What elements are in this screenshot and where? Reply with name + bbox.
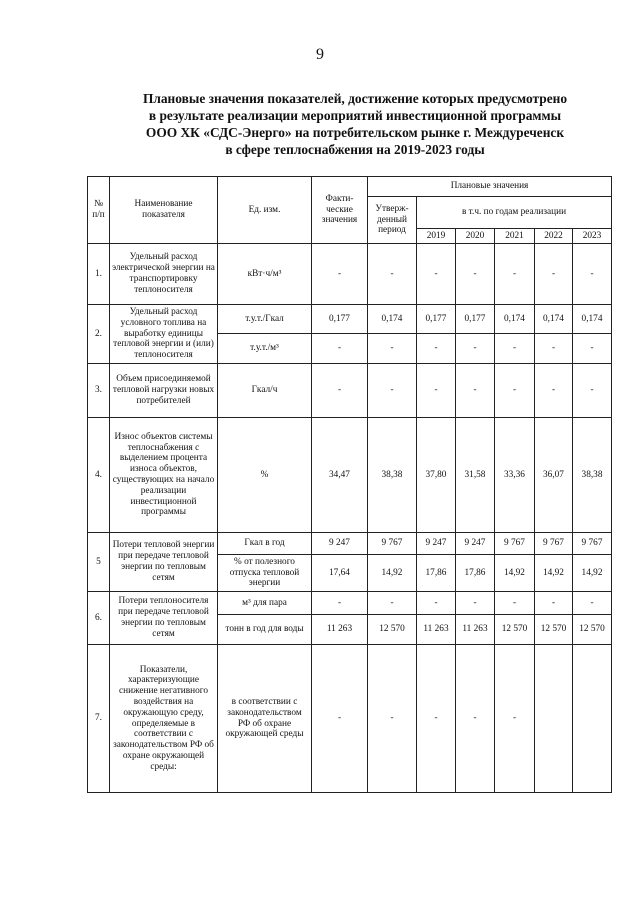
cell-actual: 9 247 <box>312 533 368 555</box>
cell-year: 36,07 <box>535 418 573 533</box>
cell-year: - <box>535 244 573 305</box>
cell-year: 12 570 <box>535 615 573 645</box>
table-row <box>88 418 612 533</box>
cell-year: 0,174 <box>573 305 612 334</box>
header-approved: Утверж-денный период <box>368 197 417 244</box>
cell-year: 9 247 <box>456 533 495 555</box>
header-year: 2021 <box>495 229 535 244</box>
cell-year: - <box>417 364 456 418</box>
cell-year: - <box>417 244 456 305</box>
header-by-years: в т.ч. по годам реализации <box>417 197 612 229</box>
cell-num: 5 <box>88 533 110 592</box>
table-row <box>88 244 612 305</box>
cell-unit: в соответствии с законодательством РФ об охране окружающей среды <box>218 645 312 793</box>
cell-year: 9 247 <box>417 533 456 555</box>
cell-year: - <box>495 645 535 793</box>
header-actual: Факти-ческие значения <box>312 177 368 244</box>
cell-approved: 9 767 <box>368 533 417 555</box>
cell-name: Объем присоединяемой тепловой нагрузки новых потребителей <box>110 364 218 418</box>
cell-unit: % от полезного отпуска тепловой энергии <box>218 555 312 592</box>
cell-unit: Гкал в год <box>218 533 312 555</box>
cell-unit: тонн в год для воды <box>218 615 312 645</box>
cell-year: 37,80 <box>417 418 456 533</box>
cell-unit: кВт·ч/м³ <box>218 244 312 305</box>
cell-year: 33,36 <box>495 418 535 533</box>
cell-name: Потери теплоносителя при передаче тепловой энергии по тепловым сетям <box>110 592 218 645</box>
cell-actual: - <box>312 592 368 615</box>
cell-unit: т.у.т./м³ <box>218 334 312 364</box>
header-year: 2022 <box>535 229 573 244</box>
cell-year: 0,174 <box>535 305 573 334</box>
cell-year: - <box>456 334 495 364</box>
table-row <box>88 533 612 555</box>
cell-actual: - <box>312 645 368 793</box>
cell-year: - <box>495 244 535 305</box>
cell-year: 0,177 <box>456 305 495 334</box>
header-num: № п/п <box>88 177 110 244</box>
cell-actual: 17,64 <box>312 555 368 592</box>
header-unit: Ед. изм. <box>218 177 312 244</box>
cell-year: 12 570 <box>495 615 535 645</box>
cell-year <box>535 645 573 793</box>
cell-actual: 11 263 <box>312 615 368 645</box>
cell-year: - <box>573 244 612 305</box>
cell-unit: м³ для пара <box>218 592 312 615</box>
cell-year: - <box>573 334 612 364</box>
cell-approved: 14,92 <box>368 555 417 592</box>
cell-unit: т.у.т./Гкал <box>218 305 312 334</box>
table-row <box>88 305 612 334</box>
table-row <box>88 645 612 793</box>
cell-year: - <box>456 592 495 615</box>
cell-actual: 0,177 <box>312 305 368 334</box>
cell-num: 2. <box>88 305 110 364</box>
cell-name: Показатели, характеризующие снижение негативного воздействия на окружающую среду, определяемые в соответствии с законодательством РФ об охране окружающей среды: <box>110 645 218 793</box>
header-year: 2020 <box>456 229 495 244</box>
table-row <box>88 592 612 615</box>
cell-num: 6. <box>88 592 110 645</box>
cell-name: Удельный расход электрической энергии на транспортировку теплоносителя <box>110 244 218 305</box>
cell-name: Удельный расход условного топлива на выработку единицы тепловой энергии и (или) теплоносителя <box>110 305 218 364</box>
cell-year: - <box>535 592 573 615</box>
cell-unit: Гкал/ч <box>218 364 312 418</box>
cell-actual: - <box>312 364 368 418</box>
header-year: 2023 <box>573 229 612 244</box>
cell-year: 11 263 <box>417 615 456 645</box>
header-planned: Плановые значения <box>368 177 612 197</box>
table-row <box>88 364 612 418</box>
cell-approved: - <box>368 334 417 364</box>
page-number: 9 <box>316 46 324 63</box>
title-line: Плановые значения показателей, достижение которых предусмотрено <box>142 91 568 106</box>
cell-year: - <box>495 592 535 615</box>
cell-approved: - <box>368 645 417 793</box>
cell-year: - <box>573 592 612 615</box>
cell-actual: - <box>312 244 368 305</box>
header-name: Наименование показателя <box>110 177 218 244</box>
cell-approved: - <box>368 592 417 615</box>
cell-year: 9 767 <box>535 533 573 555</box>
cell-year: - <box>535 334 573 364</box>
cell-year <box>573 645 612 793</box>
cell-num: 3. <box>88 364 110 418</box>
cell-unit: % <box>218 418 312 533</box>
cell-year: - <box>417 592 456 615</box>
cell-year: 9 767 <box>495 533 535 555</box>
header-year: 2019 <box>417 229 456 244</box>
cell-approved: - <box>368 244 417 305</box>
title-line: в сфере теплоснабжения на 2019-2023 годы <box>225 142 485 157</box>
cell-year: 14,92 <box>573 555 612 592</box>
cell-year: - <box>495 364 535 418</box>
indicators-table <box>87 176 612 793</box>
cell-year: 31,58 <box>456 418 495 533</box>
cell-year: 0,177 <box>417 305 456 334</box>
cell-year: 11 263 <box>456 615 495 645</box>
cell-name: Потери тепловой энергии при передаче тепловой энергии по тепловым сетям <box>110 533 218 592</box>
cell-approved: 38,38 <box>368 418 417 533</box>
cell-year: 9 767 <box>573 533 612 555</box>
cell-year: - <box>495 334 535 364</box>
cell-year: 12 570 <box>573 615 612 645</box>
document-title <box>95 90 615 158</box>
cell-year: 17,86 <box>456 555 495 592</box>
cell-year: - <box>417 334 456 364</box>
cell-approved: 0,174 <box>368 305 417 334</box>
cell-num: 1. <box>88 244 110 305</box>
cell-year: 38,38 <box>573 418 612 533</box>
title-line: в результате реализации мероприятий инвестиционной программы <box>148 108 562 123</box>
cell-year: 14,92 <box>495 555 535 592</box>
cell-year: - <box>417 645 456 793</box>
cell-num: 7. <box>88 645 110 793</box>
cell-year: - <box>456 645 495 793</box>
cell-approved: - <box>368 364 417 418</box>
cell-year: 14,92 <box>535 555 573 592</box>
cell-actual: 34,47 <box>312 418 368 533</box>
cell-year: 0,174 <box>495 305 535 334</box>
cell-year: - <box>573 364 612 418</box>
cell-year: - <box>456 364 495 418</box>
cell-approved: 12 570 <box>368 615 417 645</box>
cell-year: - <box>535 364 573 418</box>
cell-num: 4. <box>88 418 110 533</box>
title-line: ООО ХК «СДС-Энерго» на потребительском рынке г. Междуреченск <box>145 125 565 140</box>
cell-year: - <box>456 244 495 305</box>
cell-year: 17,86 <box>417 555 456 592</box>
cell-actual: - <box>312 334 368 364</box>
cell-name: Износ объектов системы теплоснабжения с выделением процента износа объектов, существующих на начало реализации инвестиционной программы <box>110 418 218 533</box>
